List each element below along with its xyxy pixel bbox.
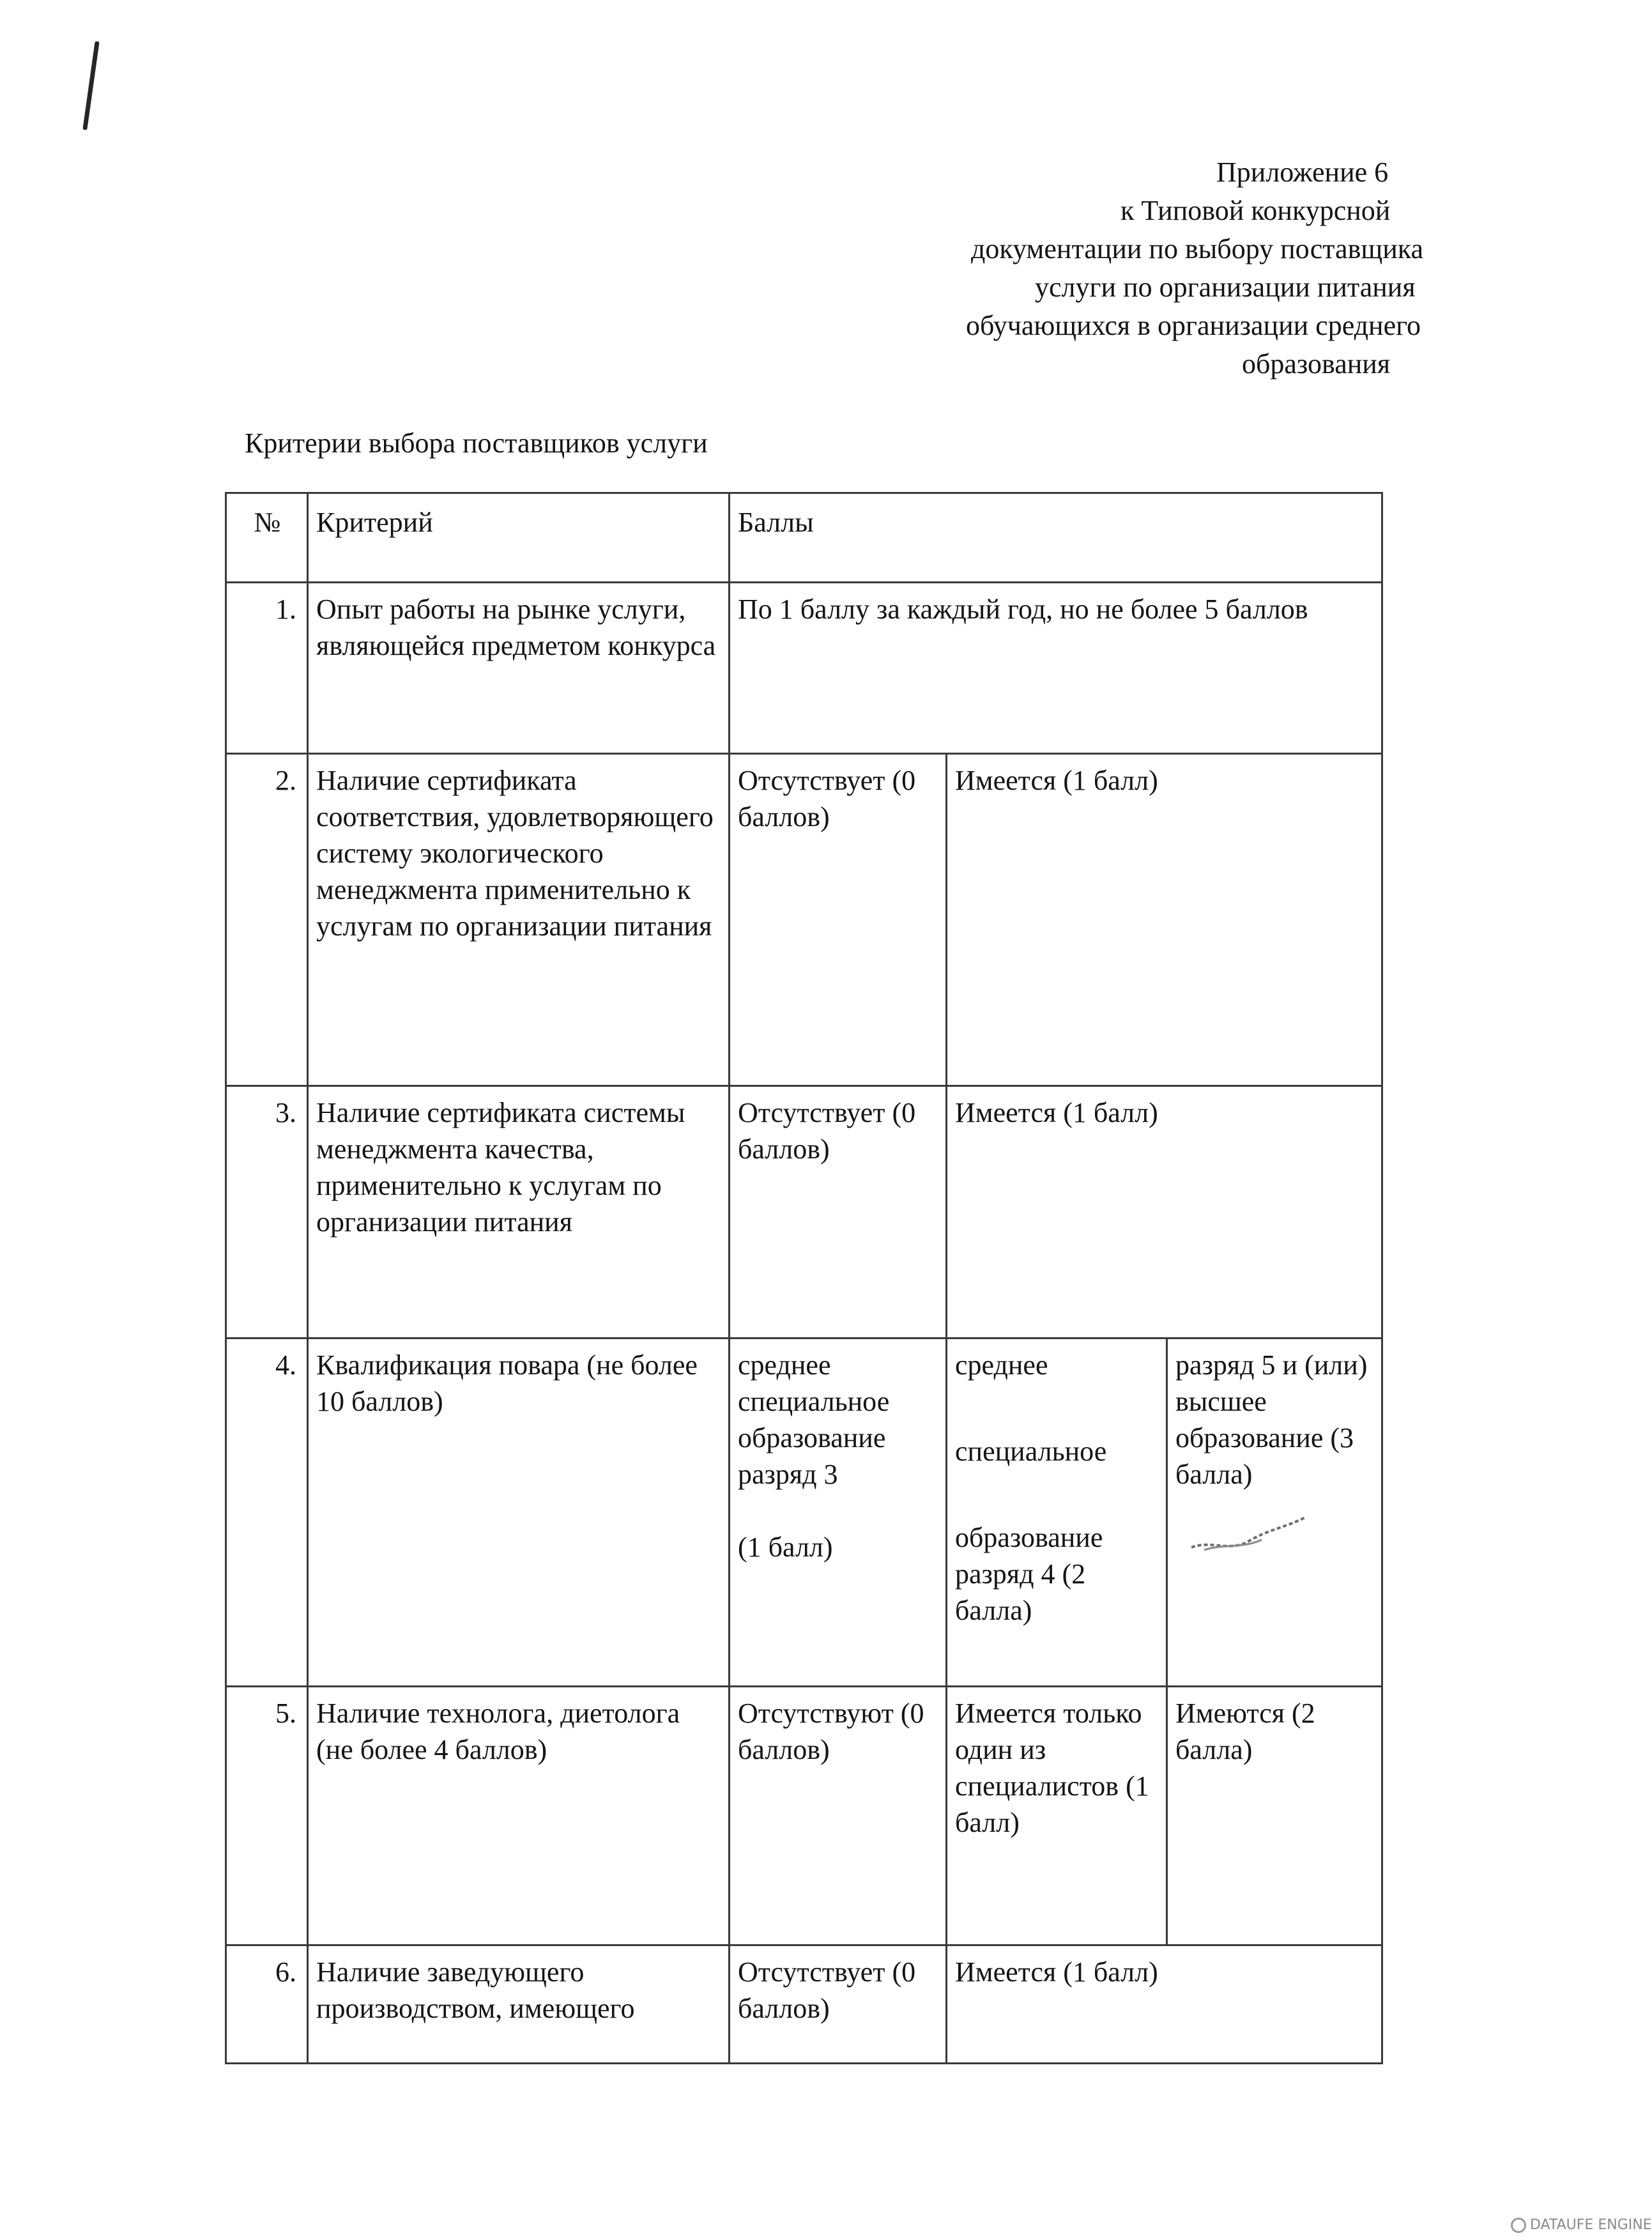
criteria-table	[225, 492, 1383, 2064]
row-number: 2.	[226, 754, 308, 1086]
points-line: образование	[738, 1422, 886, 1454]
table-title: Критерии выбора поставщиков услуги	[245, 427, 708, 459]
scanner-watermark	[1511, 2217, 1652, 2233]
points-cell: Имеется (1 балл)	[947, 754, 1382, 1086]
row-number: 3.	[226, 1086, 308, 1339]
criterion-cell: Наличие технолога, диетолога (не более 4 баллов)	[308, 1687, 730, 1945]
row-number: 5.	[226, 1687, 308, 1945]
points-cell: Имеется только один из специалистов (1 балл)	[947, 1687, 1167, 1945]
handwritten-pen-stroke	[82, 41, 99, 130]
points-line: специальное	[738, 1386, 890, 1417]
table-row	[226, 754, 1382, 1086]
points-line	[955, 1469, 1159, 1519]
annex-line: обучающихся в организации среднего	[966, 310, 1421, 341]
points-cell: разряд 5 и (или) высшее образование (3 балла)	[1167, 1339, 1382, 1687]
points-cell: По 1 баллу за каждый год, но не более 5 баллов	[730, 583, 1382, 754]
table-row	[226, 1086, 1382, 1339]
handwritten-scribble-mark	[1185, 1508, 1313, 1559]
annex-header	[945, 153, 1508, 383]
row-number: 6.	[226, 1945, 308, 2064]
criterion-cell: Наличие сертификата соответствия, удовлетворяющего систему экологического менеджмента применительно к услугам по организации питания	[308, 754, 730, 1086]
points-cell: Имеются (2 балла)	[1167, 1687, 1382, 1945]
points-cell: Имеется (1 балл)	[947, 1945, 1382, 2064]
annex-line: образования	[1242, 348, 1391, 380]
table-row	[226, 1945, 1382, 2064]
points-cell: Отсутствует (0 баллов)	[730, 1945, 947, 2064]
points-line	[738, 1492, 939, 1529]
header-points: Баллы	[730, 493, 1382, 583]
points-line: (1 балл)	[738, 1531, 833, 1563]
points-cell	[947, 1339, 1167, 1687]
criterion-cell: Опыт работы на рынке услуги, являющейся предметом конкурса	[308, 583, 730, 754]
points-line: балла)	[955, 1595, 1032, 1626]
points-line: среднее	[738, 1349, 831, 1381]
annex-line: услуги по организации питания	[1035, 272, 1416, 303]
table-row	[226, 583, 1382, 754]
points-cell: Отсутствует (0 баллов)	[730, 1086, 947, 1339]
watermark-logo-icon	[1511, 2218, 1526, 2233]
points-cell: Отсутствует (0 баллов)	[730, 754, 947, 1086]
header-num: №	[226, 493, 308, 583]
points-line: специальное	[955, 1436, 1107, 1467]
criterion-cell: Квалификация повара (не более 10 баллов)	[308, 1339, 730, 1687]
points-line: среднее	[955, 1349, 1048, 1381]
points-line: образование	[955, 1522, 1103, 1553]
annex-line: Приложение 6	[1216, 157, 1389, 188]
criterion-cell: Наличие заведующего производством, имеющего	[308, 1945, 730, 2064]
points-line: разряд 3	[738, 1459, 838, 1490]
row-number: 1.	[226, 583, 308, 754]
table-header-row	[226, 493, 1382, 583]
points-line: разряд 4 (2	[955, 1558, 1086, 1590]
row-number: 4.	[226, 1339, 308, 1687]
points-cell: Отсутствуют (0 баллов)	[730, 1687, 947, 1945]
annex-line: документации по выбору поставщика	[971, 233, 1424, 265]
header-criterion: Критерий	[308, 493, 730, 583]
annex-line: к Типовой конкурсной	[1120, 195, 1391, 226]
criterion-cell: Наличие сертификата системы менеджмента качества, применительно к услугам по организации питания	[308, 1086, 730, 1339]
watermark-text: DATAUFE ENGINE	[1530, 2217, 1652, 2233]
table-row	[226, 1687, 1382, 1945]
points-cell	[730, 1339, 947, 1687]
points-line	[955, 1383, 1159, 1433]
points-cell: Имеется (1 балл)	[947, 1086, 1382, 1339]
